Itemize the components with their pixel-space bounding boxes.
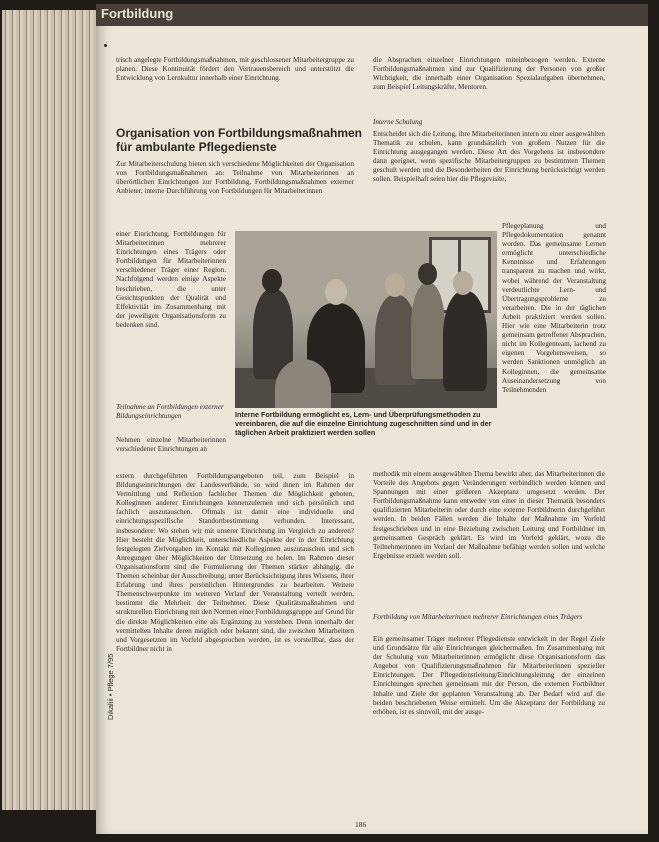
right-paragraph-c: Ein gemeinsamer Träger mehrerer Pflegedienste entwickelt in der Regel Ziele und Grundsätze für alle Einrichtungen gleichermaßen. Im Zusammenhang mit der Schulung von Mitarbeiterinnen ermöglicht diese Organisationsform das Angebot von Qualifizierungsmaßnahmen für Mitarbeiterinnen spezieller Einrichtungen. Der Pflegedienstleitung/Einrichtungsleitung der einzelnen Einrichtungen sprechen gemeinsam mit der Person, die externen Fortbildner Inhalte und Ziele der geplanten Veranstaltung ab. Der Bedarf wird auf die beiden beschriebenen Weise ermittelt. Um die Akzeptanz der Fortbildung zu erhöhen, ist es sinnvoll, mit der ausge- [373,635,605,716]
page-number: 186 [355,820,367,829]
right-mid-paragraph: Entscheidet sich die Leitung, ihre Mitarbeiterinnen intern zu einer ausgewählten Thematik zu schulen, kann grundsätzlich von großem Nutzen für die Einrichtung ausgegangen werden. Diese Art des Vorgehens ist insbesondere dann geeignet, wenn spezifische Mitarbeitergruppen zu bestimmten Themen geschult werden und die Besonderheiten der Einrichtung berücksichtigt werden sollen. Beispielhaft seien hier die Pflegevisite, [373,130,605,184]
left-intro-paragraph: Zur Mitarbeiterschulung bieten sich verschiedene Möglichkeiten der Organisation von Fortbildungsmaßnahmen an: Teilnahme von Mitarbeiterinnen an überörtlichen Einrichtungen zur Fortbildung, Fortbildungsmaßnahmen externer Anbieter, interne Durchführung von Fortbildungen für Mitarbeiterinnen [116,160,354,196]
section-header-band [96,4,648,26]
training-photo [235,231,497,408]
photo-person [411,283,445,379]
photo-head [385,273,405,297]
left-narrow-paragraph: einer Einrichtung, Fortbildungen für Mitarbeiterinnen mehrerer Einrichtungen eines Trägers oder Fortbildungen für Mitarbeiterinnen verschiedener Träger einer Region. Nachfolgend werden einige Aspekte beschrieben, die unter Gesichtspunkten der Qualität und Effektivität im Zusammenhang mit der jeweiligen Organisationsform zu bedenken sind. [116,230,226,329]
right-narrow-paragraph: Pflegeplanung und Pflegedokumentation genannt worden. Das gemeinsame Lernen ermöglicht unterschiedliche Kenntnisse und Erfahrungen transparent zu machen und wirkt, wobei während der Veranstaltung verdeutlichte Lern- und Übertragungsprobleme zu verarbeiten. Die in der täglichen Arbeit praktiziert werden sollen. Hier wie eine Mitarbeiterin trotz gemeinsam getroffener Absprachen, nicht im Kollegenteam, lachend zu eigenen Vorgehensweisen, so werden Sanktionen unmöglich an Kolleginnen, die gemeinsame Auseinandersetzung von Teilnehmenden [502,222,606,394]
photo-head [418,263,437,285]
left-bottom-paragraph: extern durchgeführten Fortbildungsangeboten teil, zum Beispiel in Bildungseinrichtungen der Landesverbände, so wird ihnen im Rahmen der Vermittlung und Reflexion fachlicher Themen die Möglichkeit geboten, Kolleginnen anderer Einrichtungen kennenzulernen und sich persönlich und fachlich auszutauschen. Oftmals ist damit eine individuelle und einrichtungsspezifische Standortbestimmung verbunden. Interessant, insbesondere: Wo stehen wir mit unserer Einrichtung im Vergleich zu anderen? Hier besteht die Möglichkeit, unterschiedliche Aspekte der in der Einrichtung festgelegten Zielvorgaben im Kontakt mit Kolleginnen auszutauschen und sich Anregungen über Möglichkeiten der Umsetzung zu holen. Im Rahmen dieser Organisationsform sind die Formulierung der Themen stärker abhängig, die Themen scheinbar der Ausschreibung; unter Berücksichtigung ihres Wissens, ihrer Erfahrung und ihres persönlichen Hintergrundes zu bearbeiten. Weitere Themenschwerpunkte im weiteren Verlauf der Veranstaltung verteilt werden, bestimmt die Mehrheit der Teilnehmer. Diese Qualitätsmaßnahmen und strukturellen Einrichtung mit den Normen einer Fortbildungsgruppe auf Grund für die direkte Möglichkeiten eine als Ergänzung zu verstehen. Denn innerhalb der vermittelten Inhalte deren möglich oder bekannt sind, die zwischen Mitarbeitern und Vorgesetzten im Vorfeld abgesprochen werden, ist es vorstellbar, dass der Fortbildner nicht in [116,472,354,653]
section-heading: Organisation von Fortbildungsmaßnahmen für ambulante Pflegedienste [116,126,363,154]
photo-person [443,291,487,391]
margin-journal-reference: Dikaliii • Pflege 7/95 [106,653,115,720]
photo-head [262,269,282,293]
right-subheading-2: Fortbildung von Mitarbeiterinnen mehrerer Einrichtungen eines Trägers [373,613,583,621]
photo-caption: Interne Fortbildung ermöglicht es, Lern- und Überprüfungsmethoden zu vereinbaren, die auf die einzelne Einrichtung zugeschnitten sind und in der täglichen Arbeit praktiziert werden sollen [235,410,492,437]
photo-head [453,271,473,295]
right-subheading-1: Interne Schulung [373,118,423,126]
left-narrow-paragraph-2: Nehmen einzelne Mitarbeiterinnen verschiedener Einrichtungen an [116,436,226,454]
page-edges [2,10,100,810]
right-top-paragraph: die Absprachen einzelner Einrichtungen miteinbezogen werden. Externe Fortbildungsmaßnahmen sind zur Qualifizierung der Personen von großer Wichtigkeit, die innerhalb einer Organisation Spezialaufgaben übernehmen, zum Beispiel Leitungskräfte, Mentoren. [373,56,605,92]
right-paragraph-b: methodik mit einem ausgewählten Thema bewirkt aber, das Mitarbeiterinnen die Vorteile des Angebots gegen Veränderungen verbindlich werden können und Spannungen mit einer größeren Akzeptanz umgesetzt werden. Der Fortbildungsmaßnahme kann entweder von einer in dieser Thematik besonders qualifizierten Mitarbeiterin oder durch eine externe Fortbildnerin durchgeführt werden. In beiden Fällen werden die Inhalte der Maßnahme im Vorfeld festgeschrieben und in eine Beziehung zwischen Leitung und Fortbildner im gemeinsamen Gespräch geklärt. Es wird im Vorfeld geklärt, wozu die Teilnehmerinnen im Verlauf der Maßnahme befähigt werden sollen und welche Ergebnisse erzielt werden soll. [373,470,605,560]
left-subheading: Teilnahme an Fortbildungen externer Bildungseinrichtungen [116,403,224,420]
section-header-title: Fortbildung [101,6,174,21]
photo-head [325,279,347,305]
left-top-paragraph: trisch angelegte Fortbildungsmaßnahmen, mit geschlossener Mitarbeitergruppe zu planen. Diese Kontinuität fördert den Vertrauensbereich und unterstützt die Entwicklung von Lernkultur innerhalb einer Einrichtung. [116,56,354,83]
bullet-mark [104,44,107,47]
